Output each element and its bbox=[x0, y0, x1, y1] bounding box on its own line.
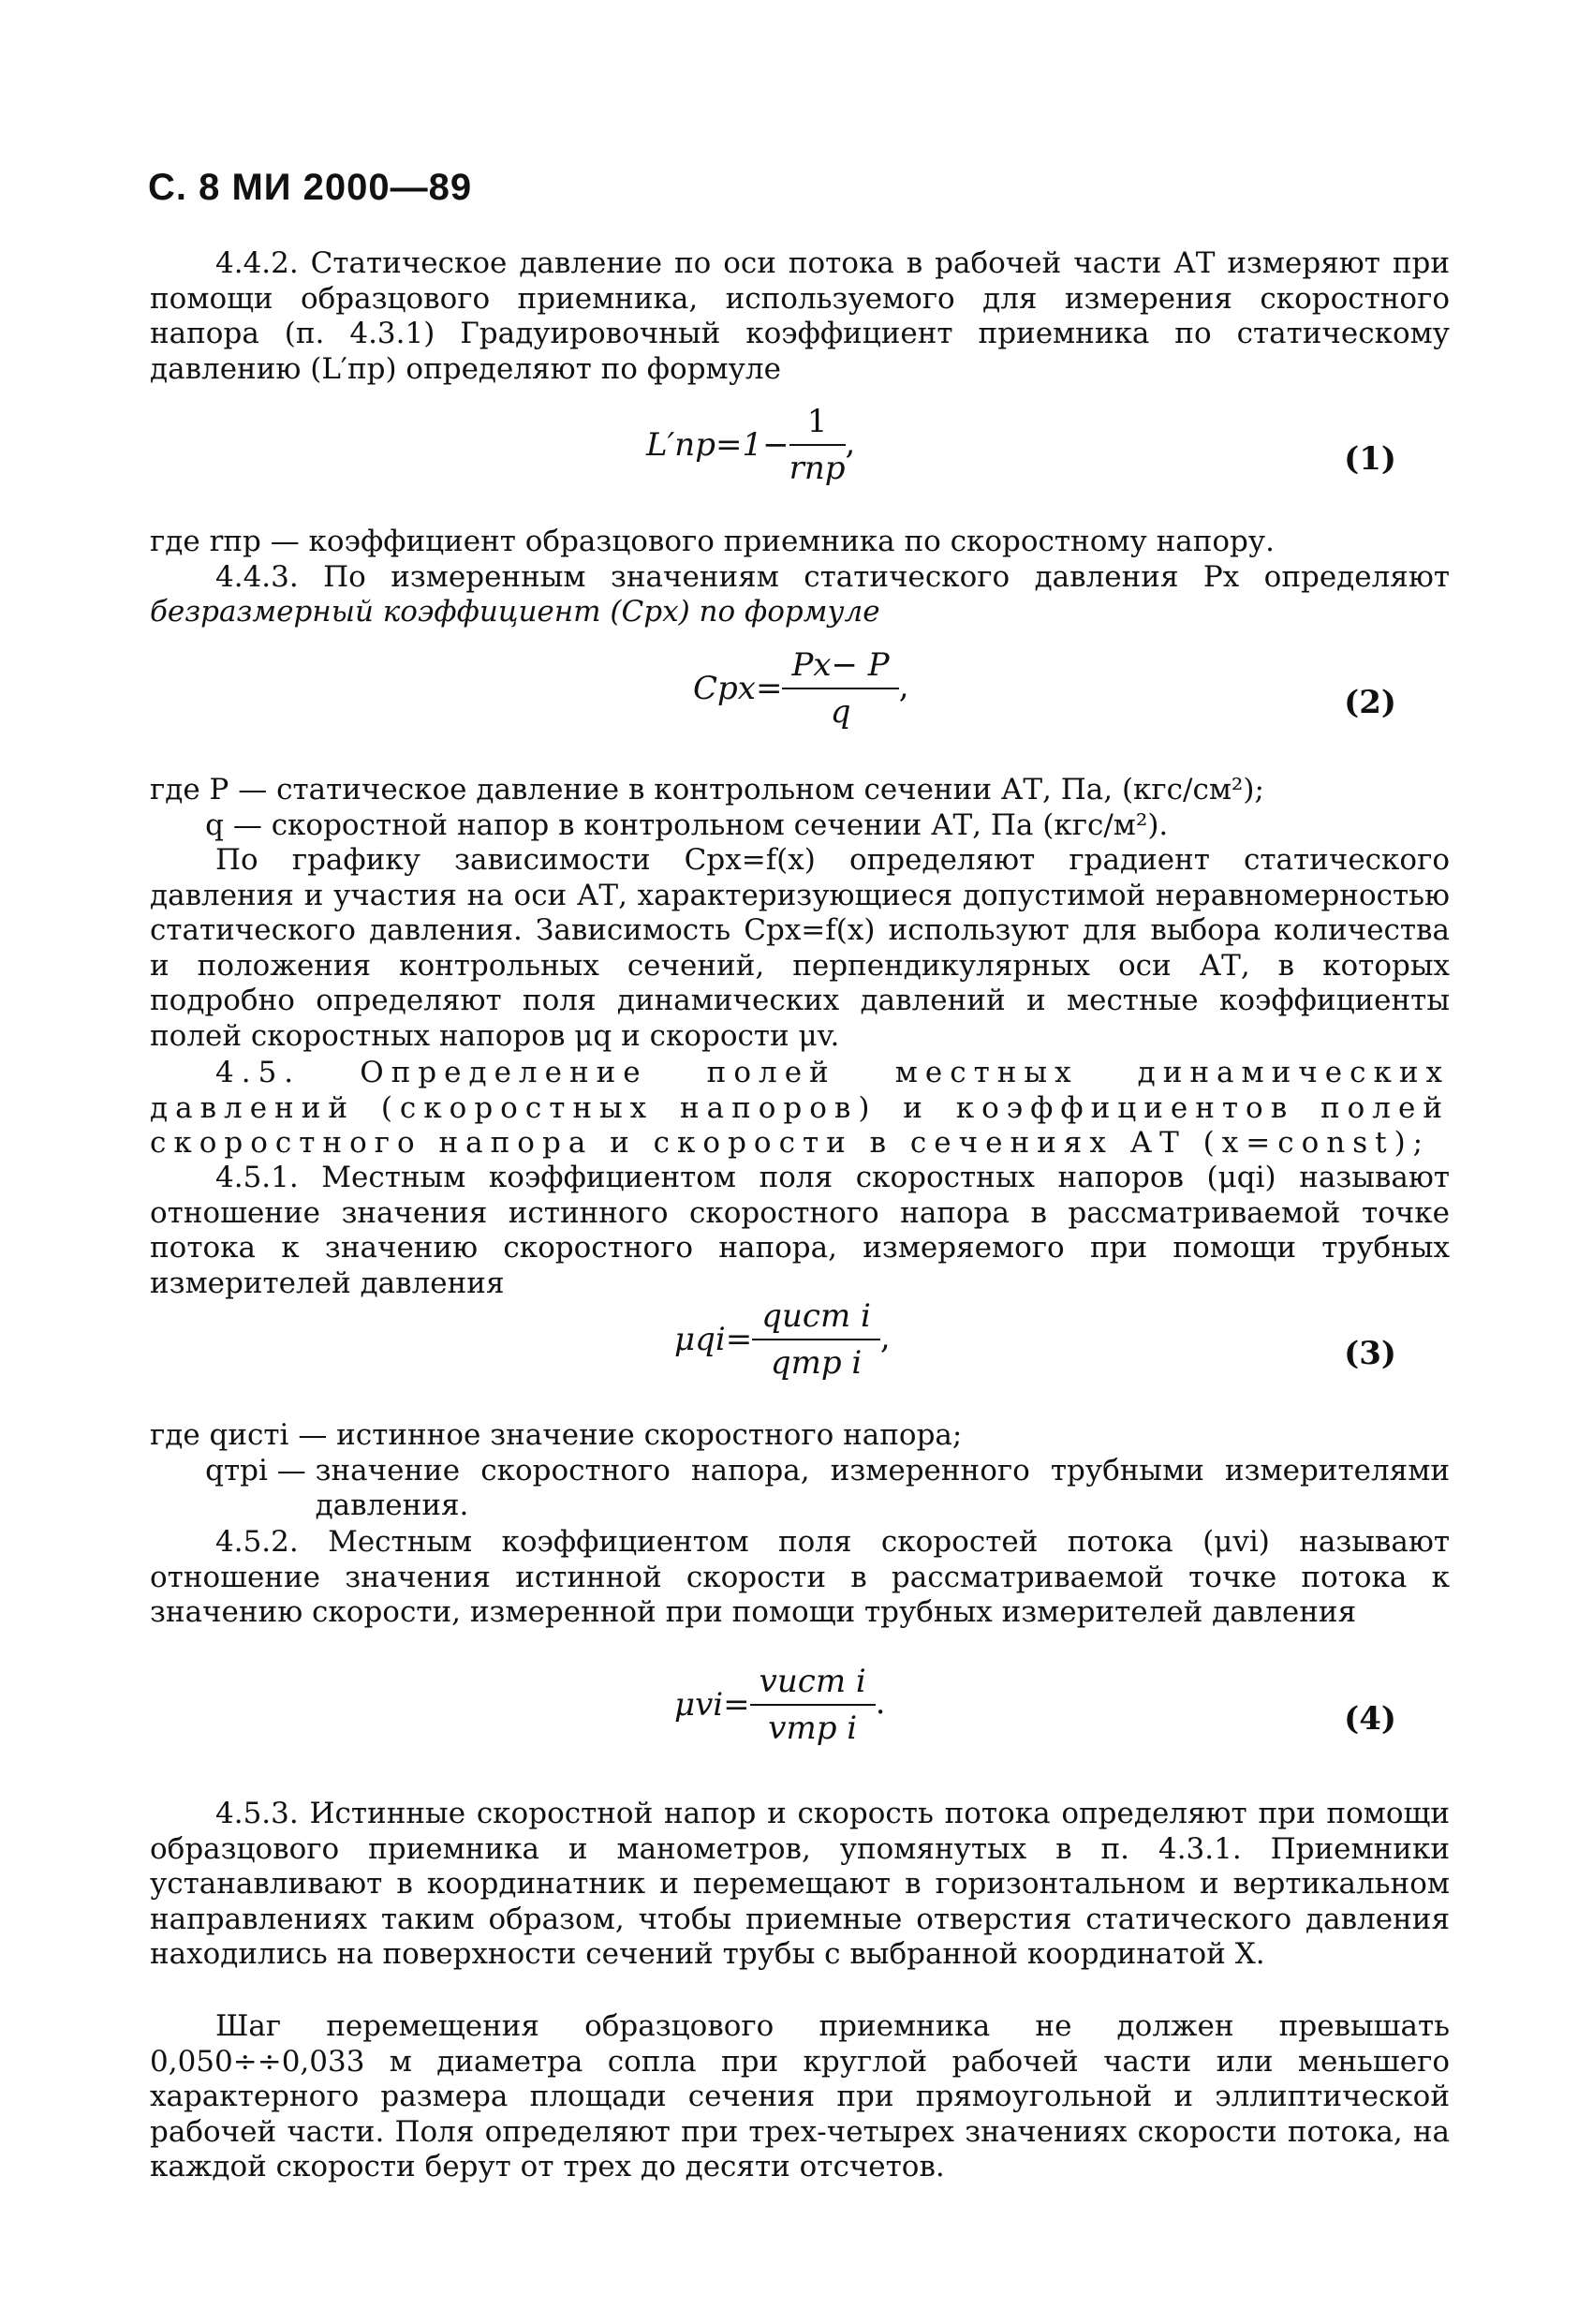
formula-2: Cpx= $\frac{Px- P}{q}$ , bbox=[693, 646, 909, 731]
paragraph-4-5-2: 4.5.2. Местным коэффициентом поля скоростей потока (μvi) называют отношение значения истинной скорости в рассматриваемой точке потока к значению скорости, измеренной при помощи трубных измерителей давления bbox=[150, 1525, 1450, 1629]
formula-3-lhs: μqi= bbox=[674, 1321, 753, 1358]
where-block-3 bbox=[150, 1418, 1450, 1524]
page-header: С. 8 МИ 2000—89 bbox=[148, 167, 473, 208]
equation-number-2: (2) bbox=[1344, 684, 1396, 721]
equation-number-4: (4) bbox=[1344, 1700, 1396, 1738]
formula-3: μqi= $\frac{\text{qист i}}{\text{qтр i}}$ , bbox=[674, 1297, 891, 1382]
where-row-q: q — скоростной напор в контрольном сечении АТ, Па (кгс/м²). bbox=[150, 807, 1169, 842]
formula-2-lhs: Cpx= bbox=[693, 670, 783, 707]
equation-number-3: (3) bbox=[1344, 1335, 1396, 1372]
formula-4-lhs: μvi= bbox=[674, 1686, 750, 1724]
paragraph-step: Шаг перемещения образцового приемника не должен превышать 0,050÷÷0,033 м диаметра сопла при круглой рабочей части или меньшего характерного размера площади сечения при прямоугольной и эллиптической рабочей части. Поля определяют при трех-четырех значениях скорости потока, на каждой скорости берут от трех до десяти отсчетов. bbox=[150, 2009, 1450, 2183]
paragraph-graph: По графику зависимости Cpx=f(x) определяют градиент статического давления и участия на оси АТ, характеризующиеся допустимой неравномерностью статического давления. Зависимость Cpx=f(x) используют для выбора количества и положения контрольных сечений, перпендикулярных оси АТ, в которых подробно определяют поля динамических давлений и местные коэффициенты полей скоростных напоров μq и скорости μv. bbox=[150, 843, 1450, 1053]
where-row-p: где P — статическое давление в контрольном сечении АТ, Па, (кгс/см²); bbox=[150, 773, 1264, 807]
formula-1-fraction: $\frac{1}{\text{rпр}}$ bbox=[789, 403, 846, 487]
paragraph-4-4-2: 4.4.2. Статическое давление по оси потока в рабочей части АТ измеряют при помощи образцового приемника, используемого для измерения скоростного напора (п. 4.3.1) Градуировочный коэффициент приемника по статическому давлению (L′пр) определяют по формуле bbox=[150, 246, 1450, 386]
formula-2-fraction: $\frac{Px- P}{q}$ bbox=[782, 646, 898, 731]
where-block-1: где rпр — коэффициент образцового приемника по скоростному напору. 4.4.3. По измеренным значениям статического давления Px определяют безразмерный коэффициент (Cpx) по формуле bbox=[150, 525, 1450, 629]
formula-1: L′пр=1− $\frac{1}{\text{rпр}}$ , bbox=[646, 403, 856, 487]
equation-number-1: (1) bbox=[1344, 440, 1396, 478]
formula-4: μvi= $\frac{\text{vист i}}{\text{vтр i}}$ . bbox=[674, 1663, 886, 1747]
paragraph-4-5-3: 4.5.3. Истинные скоростной напор и скорость потока определяют при помощи образцового приемника и манометров, упомянутых в п. 4.3.1. Приемники устанавливают в координатник и перемещают в горизонтальном и вертикальном направлениях таким образом, чтобы приемные отверстия статического давления находились на поверхности сечений трубы с выбранной координатой X. bbox=[150, 1797, 1450, 1971]
paragraph-4-5-1: 4.5.1. Местным коэффициентом поля скоростных напоров (μqi) называют отношение значения истинного скоростного напора в рассматриваемой точке потока к значению скоростного напора, измеряемого при помощи трубных измерителей давления bbox=[150, 1161, 1450, 1300]
formula-1-lhs: L′пр=1− bbox=[646, 426, 789, 464]
where-block-2 bbox=[150, 773, 1450, 843]
heading-4-5: 4.5. Определение полей местных динамических давлений (скоростных напоров) и коэффициентов полей скоростного напора и скорости в сечениях АТ (x=const); bbox=[150, 1056, 1450, 1160]
formula-4-fraction: $\frac{\text{vист i}}{\text{vтр i}}$ bbox=[750, 1663, 876, 1747]
where-row-qist: где qистi — истинное значение скоростного напора; bbox=[150, 1418, 963, 1452]
formula-3-fraction: $\frac{\text{qист i}}{\text{qтр i}}$ bbox=[752, 1297, 880, 1382]
where-row-qtr: qтрi — значение скоростного напора, измеренного трубными измерителями давления. bbox=[150, 1453, 1450, 1522]
